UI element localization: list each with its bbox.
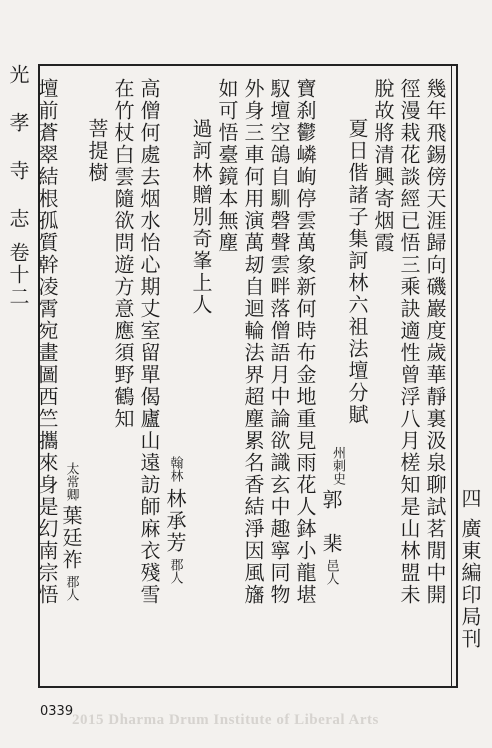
column-text: 寶刹鬱嶙峋停雲萬象新何時布金地重見雨花人鉢小龍堪 xyxy=(293,78,317,606)
text-column-13 xyxy=(110,66,136,686)
page-number: 四 xyxy=(458,488,482,510)
publisher-label: 廣東編印局刊 xyxy=(458,518,482,650)
author-origin: 郡人 xyxy=(167,558,183,584)
text-column-10 xyxy=(188,66,214,686)
book-title-margin xyxy=(8,64,28,308)
author-name: 郭 棐 xyxy=(319,489,343,555)
column-text: 外身三車何用演萬刼自迴輪法界超塵累名香結淨因風旛 xyxy=(241,78,265,606)
text-column-1 xyxy=(422,66,448,686)
frame-inner-rule xyxy=(451,66,452,686)
author-name: 林承芳 xyxy=(163,488,187,554)
text-column-6 xyxy=(292,66,318,686)
author-title: 翰林 xyxy=(167,456,183,482)
text-column-4 xyxy=(344,66,370,686)
column-text: 馭壇空鴿自馴磬聲雲畔落僧語月中論欲識玄中趣寧同物 xyxy=(267,78,291,606)
column-text: 脫故將清興寄烟霞 xyxy=(371,78,395,254)
text-column-12 xyxy=(136,66,162,686)
watermark: 2015 Dharma Drum Institute of Liberal Arts xyxy=(72,712,379,728)
text-column-16 xyxy=(34,66,60,686)
page-id: 0339 xyxy=(40,704,74,719)
text-column-15 xyxy=(58,66,84,686)
volume-label: 卷十二 xyxy=(6,242,30,308)
column-text: 壇前蒼翠結根孤質幹凌霄宛畫圖西竺攜來身是幻南宗悟 xyxy=(35,78,59,606)
publisher-margin xyxy=(460,488,480,650)
text-column-11 xyxy=(162,66,188,686)
text-column-9 xyxy=(214,66,240,686)
column-text: 徑漫栽花談經已悟三乘訣適性曾浮八月槎知是山林盟未 xyxy=(397,78,421,606)
text-column-5 xyxy=(318,66,344,686)
column-text: 如可悟臺鏡本無塵 xyxy=(215,78,239,254)
text-column-7 xyxy=(266,66,292,686)
author-title: 州刺史 xyxy=(330,446,345,485)
author-origin: 郡人 xyxy=(63,575,79,601)
text-column-2 xyxy=(396,66,422,686)
text-column-14 xyxy=(84,66,110,686)
text-column-8 xyxy=(240,66,266,686)
author-title: 太常卿 xyxy=(63,462,79,501)
poem-title: 過訶林贈別奇峯上人 xyxy=(189,118,213,316)
text-column-3 xyxy=(370,66,396,686)
author-name: 葉廷祚 xyxy=(59,505,83,571)
book-title: 光 孝 寺 志 xyxy=(6,64,30,230)
text-frame xyxy=(35,64,458,688)
poem-title: 夏日偕諸子集訶林六祖法壇分賦 xyxy=(345,118,369,426)
poem-title: 菩提樹 xyxy=(85,118,109,184)
column-text: 高僧何處去烟水怡心期丈室留單偈廬山遠訪師麻衣殘雪 xyxy=(137,78,161,606)
column-text: 幾年飛錫傍天涯歸向磯巖度歲華靜裏汲泉聊試茗閒中開 xyxy=(423,78,447,606)
column-text: 在竹杖白雲隨欲問遊方意應須野鶴知 xyxy=(111,78,135,430)
author-origin: 邑人 xyxy=(323,559,339,585)
